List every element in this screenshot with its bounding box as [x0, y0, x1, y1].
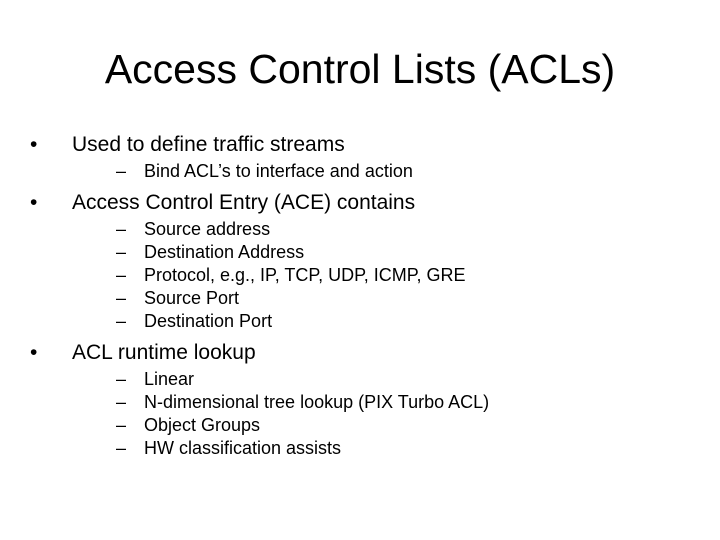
- slide-title: Access Control Lists (ACLs): [104, 46, 616, 92]
- dash-marker: –: [116, 438, 127, 458]
- bullet-text: ACL runtime lookup: [72, 341, 256, 364]
- dash-marker: –: [116, 242, 127, 262]
- sub-item-text: Destination Port: [144, 311, 273, 331]
- bullet-marker: •: [30, 341, 38, 364]
- sub-list: [72, 218, 700, 333]
- dash-marker: –: [116, 392, 127, 412]
- bullet-marker: •: [30, 191, 38, 214]
- bullet-marker: •: [30, 133, 38, 156]
- bullet-item: [30, 131, 700, 183]
- sub-item: [72, 437, 700, 460]
- dash-marker: –: [116, 161, 127, 181]
- sub-list: [72, 160, 700, 183]
- bullet-list: [30, 131, 700, 466]
- dash-marker: –: [116, 265, 127, 285]
- dash-marker: –: [116, 219, 127, 239]
- sub-item: [72, 241, 700, 264]
- sub-item: [72, 218, 700, 241]
- dash-marker: –: [116, 415, 127, 435]
- sub-item: [72, 368, 700, 391]
- bullet-text: Used to define traffic streams: [72, 133, 345, 156]
- sub-list: [72, 368, 700, 460]
- dash-marker: –: [116, 369, 127, 389]
- dash-marker: –: [116, 311, 127, 331]
- sub-item: [72, 310, 700, 333]
- sub-item: [72, 391, 700, 414]
- sub-item: [72, 160, 700, 183]
- sub-item-text: Source address: [144, 219, 271, 239]
- sub-item-text: Destination Address: [144, 242, 305, 262]
- sub-item-text: N-dimensional tree lookup (PIX Turbo ACL): [144, 392, 490, 412]
- bullet-item: [30, 339, 700, 460]
- sub-item: [72, 264, 700, 287]
- dash-marker: –: [116, 288, 127, 308]
- sub-item: [72, 287, 700, 310]
- sub-item-text: Object Groups: [144, 415, 261, 435]
- sub-item: [72, 414, 700, 437]
- sub-item-text: Protocol, e.g., IP, TCP, UDP, ICMP, GRE: [144, 265, 466, 285]
- sub-item-text: Bind ACL’s to interface and action: [144, 161, 413, 181]
- bullet-text: Access Control Entry (ACE) contains: [72, 191, 416, 214]
- bullet-item: [30, 189, 700, 333]
- sub-item-text: Linear: [144, 369, 195, 389]
- sub-item-text: HW classification assists: [144, 438, 342, 458]
- sub-item-text: Source Port: [144, 288, 240, 308]
